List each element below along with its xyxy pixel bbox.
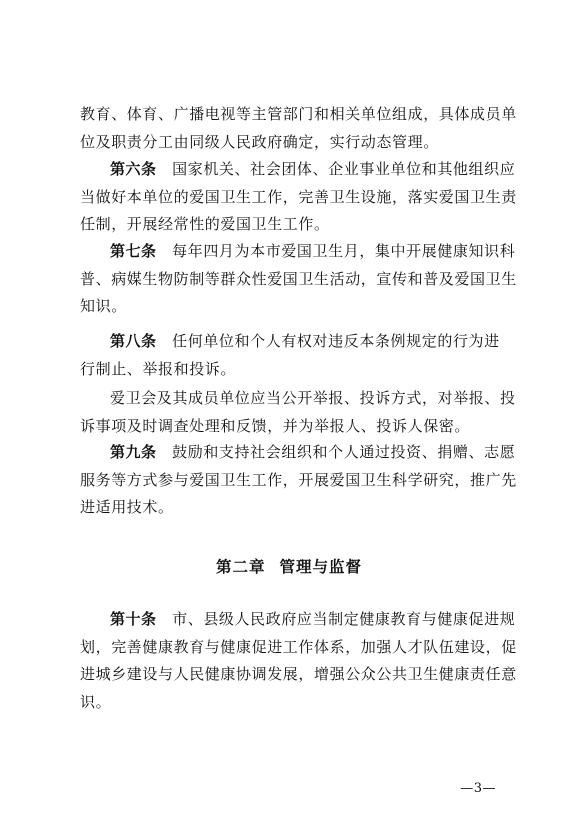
article-7 (80, 238, 517, 321)
paragraph-continuation (80, 101, 517, 156)
article-label: 第六条 (110, 160, 157, 178)
paragraph-line: 服务等方式参与爱国卫生工作，开展爱国卫生科学研究，推广先 (80, 470, 517, 489)
paragraph-line: 爱卫会及其成员单位应当公开举报、投诉方式，对举报、投 (110, 389, 516, 407)
paragraph-line: 教育、体育、广播电视等主管部门和相关单位组成，具体成员单 (80, 105, 517, 123)
paragraph-line: 识。 (80, 692, 112, 711)
paragraph-line: 行制止、举报和投诉。 (80, 359, 237, 378)
article-label: 第八条 (110, 332, 157, 350)
paragraph-line: 进适用技术。 (80, 498, 174, 516)
paragraph-line: 国家机关、社会团体、企业事业单位和其他组织应 (172, 160, 516, 178)
article-label: 第十条 (110, 610, 157, 628)
paragraph-line: 每年四月为本市爱国卫生月，集中开展健康知识科 (172, 242, 516, 260)
article-6 (80, 156, 517, 239)
paragraph-line: 位及职责分工由同级人民政府确定，实行动态管理。 (80, 132, 439, 151)
page-number: —3— (460, 781, 496, 796)
article-8 (80, 328, 500, 383)
article-10 (80, 606, 517, 716)
article-9 (80, 439, 517, 522)
paragraph-line: 知识。 (80, 297, 127, 315)
chapter-heading (0, 555, 578, 577)
paragraph-line: 市、县级人民政府应当制定健康教育与健康促进规 (172, 610, 516, 628)
chapter-title: 管理与监督 (279, 558, 363, 576)
article-label: 第七条 (110, 242, 157, 260)
article-label: 第九条 (110, 443, 157, 461)
paragraph-line: 任制，开展经常性的爱国卫生工作。 (80, 215, 330, 233)
paragraph-line: 划，完善健康教育与健康促进工作体系，加强人才队伍建设，促 (80, 637, 517, 656)
paragraph-complaints (80, 385, 516, 440)
paragraph-line: 诉事项及时调查处理和反馈，并为举报人、投诉人保密。 (80, 416, 471, 435)
paragraph-line: 鼓励和支持社会组织和个人通过投资、捐赠、志愿 (172, 443, 516, 461)
paragraph-line: 普、病媒生物防制等群众性爱国卫生活动，宣传和普及爱国卫生 (80, 269, 517, 288)
paragraph-line: 进城乡建设与人民健康协调发展，增强公众公共卫生健康责任意 (80, 665, 517, 683)
paragraph-line: 任何单位和个人有权对违反本条例规定的行为进 (172, 332, 500, 350)
chapter-number: 第二章 (215, 558, 266, 576)
paragraph-line: 当做好本单位的爱国卫生工作，完善卫生设施，落实爱国卫生责 (80, 187, 517, 206)
